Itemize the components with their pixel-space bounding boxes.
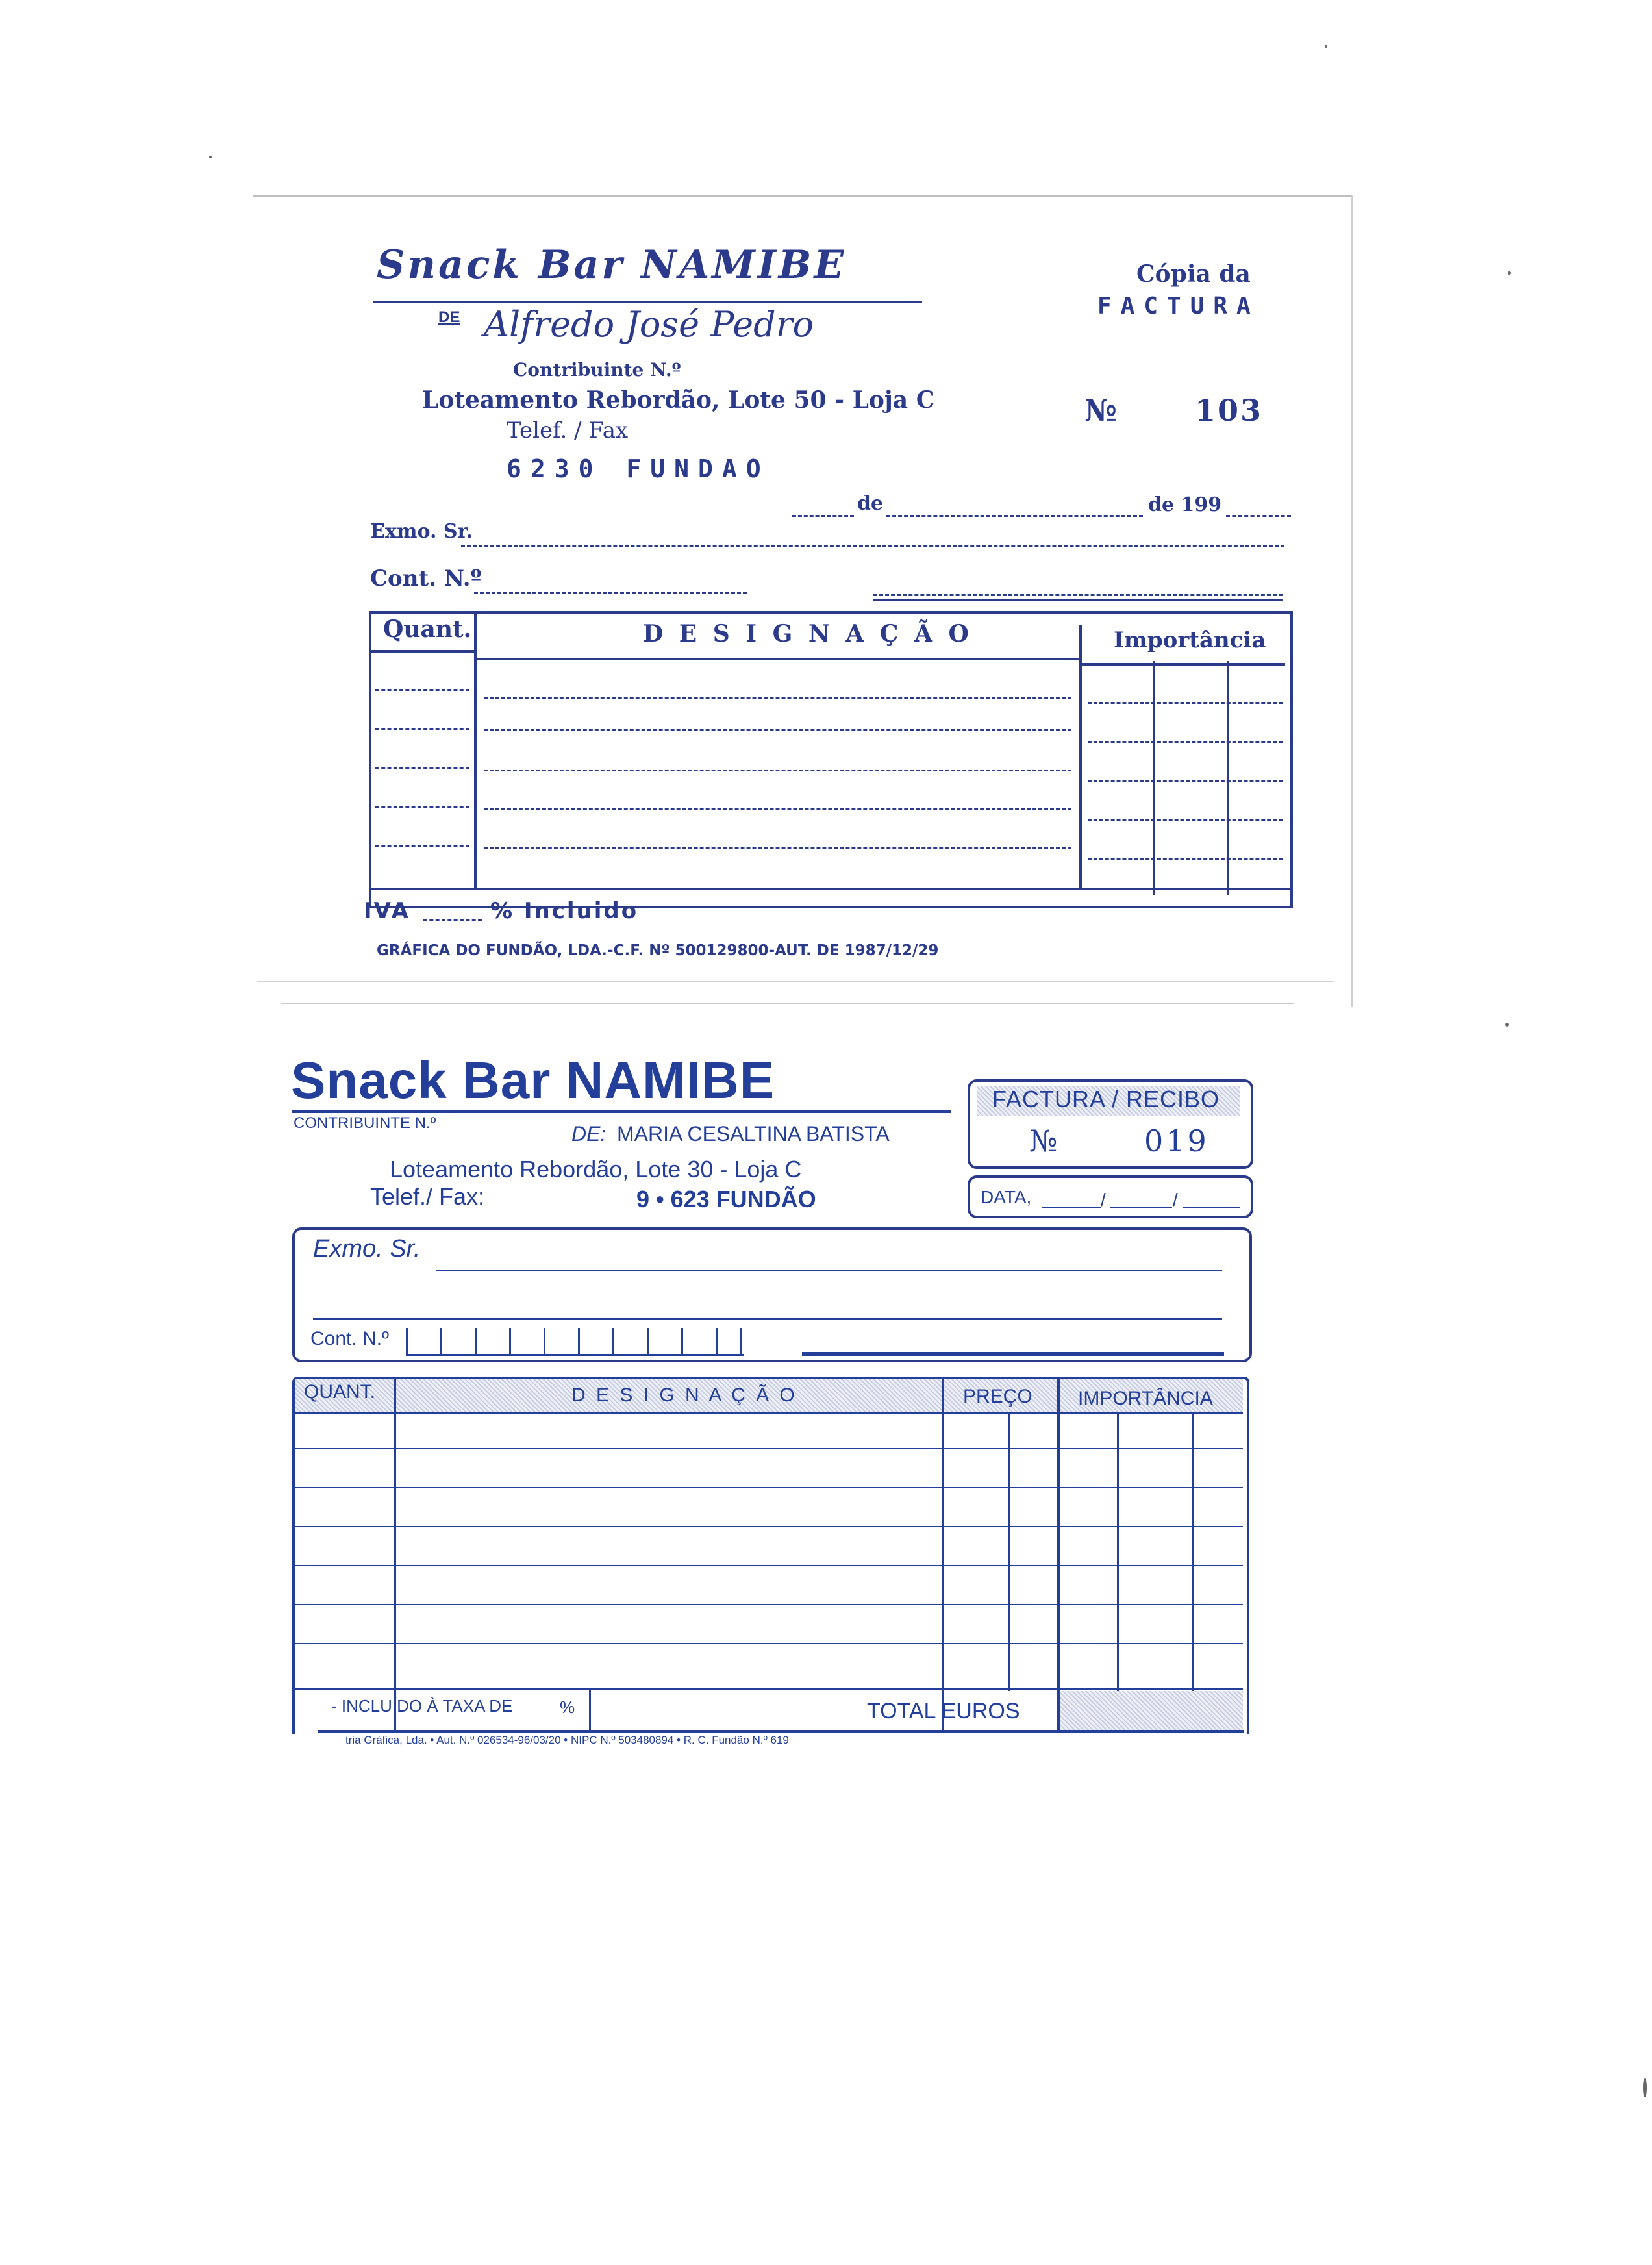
digit-tick: [440, 1328, 442, 1354]
digit-tick: [647, 1328, 649, 1354]
table-row: [484, 729, 1071, 731]
table-row: [375, 767, 469, 769]
title-underline: [373, 301, 922, 303]
header-rule: [371, 650, 474, 653]
digit-tick: [740, 1328, 742, 1354]
col-divider-2: [942, 1379, 944, 1731]
total-row-top: [318, 1688, 1243, 1690]
date-separator: /: [1173, 1190, 1178, 1210]
scan-speck: [1643, 2078, 1647, 2097]
business-name-2: Snack Bar NAMIBE: [291, 1051, 775, 1109]
owner-name: Alfredo José Pedro: [484, 304, 814, 345]
customer-address-line[interactable]: [313, 1318, 1222, 1320]
table-row: [1088, 819, 1283, 821]
col-divider-2: [1057, 1379, 1060, 1731]
table-row: [375, 728, 469, 730]
cont-line-right: [873, 594, 1283, 596]
de-label: DE:: [571, 1122, 607, 1145]
title-underline-2: [292, 1110, 951, 1113]
page-separator: [281, 1003, 1294, 1004]
table-row-2: [295, 1643, 1243, 1644]
date-field-day[interactable]: [1042, 1207, 1101, 1208]
scan-speck: [1505, 1023, 1509, 1027]
invoice-copy-form: [253, 195, 1353, 1007]
digit-tick: [406, 1328, 408, 1354]
cont-label: Cont. N.º: [370, 566, 482, 592]
column-header-importancia-2: IMPORTÂNCIA: [1078, 1388, 1213, 1409]
table-row: [1088, 858, 1283, 860]
city: 6230 FUNDAO: [507, 455, 770, 483]
cont-digits-field[interactable]: [406, 1354, 744, 1356]
col-divider-2: [394, 1379, 396, 1731]
cont-label-2: Cont. N.º: [310, 1328, 389, 1349]
date-separator: /: [1101, 1190, 1106, 1210]
col-divider: [474, 612, 477, 888]
data-label: DATA,: [981, 1187, 1032, 1207]
number-symbol-2: №: [1029, 1123, 1058, 1158]
header-rule: [1082, 663, 1285, 666]
contribuinte-label: Contribuinte N.º: [513, 359, 681, 381]
table-row: [375, 845, 469, 847]
factura-label: FACTURA: [1097, 293, 1260, 319]
table-row-2: [295, 1412, 1243, 1414]
table-row-2: [295, 1526, 1243, 1527]
digit-tick: [716, 1328, 718, 1354]
number-symbol: №: [1084, 393, 1117, 428]
table-row: [484, 697, 1071, 699]
table-row-2: [295, 1448, 1243, 1449]
col-divider-2: [1192, 1412, 1194, 1730]
date-day-line: [792, 515, 854, 517]
table-row: [484, 808, 1071, 810]
col-divider-cents: [1227, 661, 1229, 895]
col-divider-2: [1117, 1412, 1119, 1730]
digit-tick: [509, 1328, 511, 1354]
table-row: [375, 806, 469, 808]
iva-label: IVA: [364, 898, 410, 924]
contribuinte-label-2: CONTRIBUINTE N.º: [294, 1114, 436, 1132]
address-2: Loteamento Rebordão, Lote 30 - Loja C: [390, 1156, 802, 1183]
date-year-label: de 199: [1148, 494, 1222, 516]
address: Loteamento Rebordão, Lote 50 - Loja C: [422, 386, 935, 414]
printer-footer: GRÁFICA DO FUNDÃO, LDA.-C.F. Nº 500129800-AUT. DE 1987/12/29: [377, 942, 939, 959]
scan-speck: [1508, 271, 1511, 275]
receipt-number: 019: [1144, 1123, 1209, 1158]
date-field-month[interactable]: [1110, 1207, 1172, 1208]
printer-footer-2: tria Gráfica, Lda. • Aut. N.º 026534-96/03/20 • NIPC N.º 503480894 • R. C. Fundão N.º 619: [345, 1734, 789, 1746]
table-row: [484, 770, 1071, 771]
taxa-percent: %: [560, 1697, 575, 1717]
table-row-2: [295, 1604, 1243, 1605]
column-header-quant-2: QUANT.: [304, 1381, 376, 1403]
digit-tick: [475, 1328, 477, 1354]
telefax-label: Telef. / Fax: [507, 418, 629, 444]
exmo-label: Exmo. Sr.: [370, 520, 473, 543]
cont-line[interactable]: [474, 592, 747, 594]
cont-underline: [873, 599, 1283, 601]
iva-included-label: % Incluido: [490, 898, 639, 924]
table-row: [1088, 780, 1283, 782]
city-2: 9 • 623 FUNDÃO: [636, 1186, 816, 1212]
scan-speck: [1325, 45, 1327, 48]
col-divider-2: [1008, 1412, 1010, 1691]
iva-percent-line[interactable]: [423, 919, 482, 921]
total-row-divider: [589, 1688, 591, 1731]
digit-tick: [544, 1328, 545, 1354]
col-divider-cents: [1153, 661, 1155, 895]
items-table-2: [292, 1377, 1249, 1734]
digit-tick: [578, 1328, 580, 1354]
total-row-bottom: [318, 1730, 1244, 1733]
exmo-line: [461, 545, 1284, 547]
table-bottom-rule: [369, 888, 1290, 890]
header-rule: [477, 658, 1079, 660]
business-name: Snack Bar NAMIBE: [377, 242, 847, 288]
scan-speck: [209, 156, 212, 158]
table-row: [484, 847, 1071, 849]
table-row: [375, 689, 469, 691]
column-header-importancia: Importância: [1114, 627, 1266, 653]
table-row: [1088, 741, 1283, 743]
column-header-designacao-2: D E S I G N A Ç Ã O: [571, 1384, 797, 1406]
customer-box: [292, 1227, 1252, 1362]
cont-extension-line: [802, 1352, 1224, 1356]
digit-tick: [681, 1328, 683, 1354]
table-row-2: [295, 1565, 1243, 1566]
total-cells-hatch: [1060, 1691, 1243, 1730]
de-prefix: DE: [438, 308, 460, 326]
taxa-label: - INCLUÍDO À TAXA DE: [331, 1696, 513, 1716]
customer-name-line[interactable]: [436, 1270, 1222, 1271]
owner-name-2: MARIA CESALTINA BATISTA: [617, 1122, 890, 1145]
date-field-year[interactable]: [1183, 1207, 1240, 1208]
column-header-preco: PREÇO: [963, 1386, 1032, 1407]
date-month-line: [886, 515, 1143, 517]
date-de-label: de: [857, 492, 884, 515]
telefax-label-2: Telef./ Fax:: [370, 1183, 485, 1210]
page-separator: [257, 981, 1334, 982]
column-header-quant: Quant.: [383, 616, 472, 643]
table-row: [1088, 702, 1283, 704]
table-row-2: [295, 1487, 1243, 1488]
total-label: TOTAL EUROS: [867, 1699, 1020, 1723]
copia-label: Cópia da: [1136, 260, 1251, 288]
factura-recibo-label: FACTURA / RECIBO: [992, 1086, 1220, 1112]
date-year-line: [1226, 515, 1291, 517]
column-header-designacao: D E S I G N A Ç Ã O: [643, 620, 973, 647]
invoice-number: 103: [1195, 393, 1264, 428]
exmo-label-2: Exmo. Sr.: [313, 1235, 421, 1262]
digit-tick: [612, 1328, 614, 1354]
